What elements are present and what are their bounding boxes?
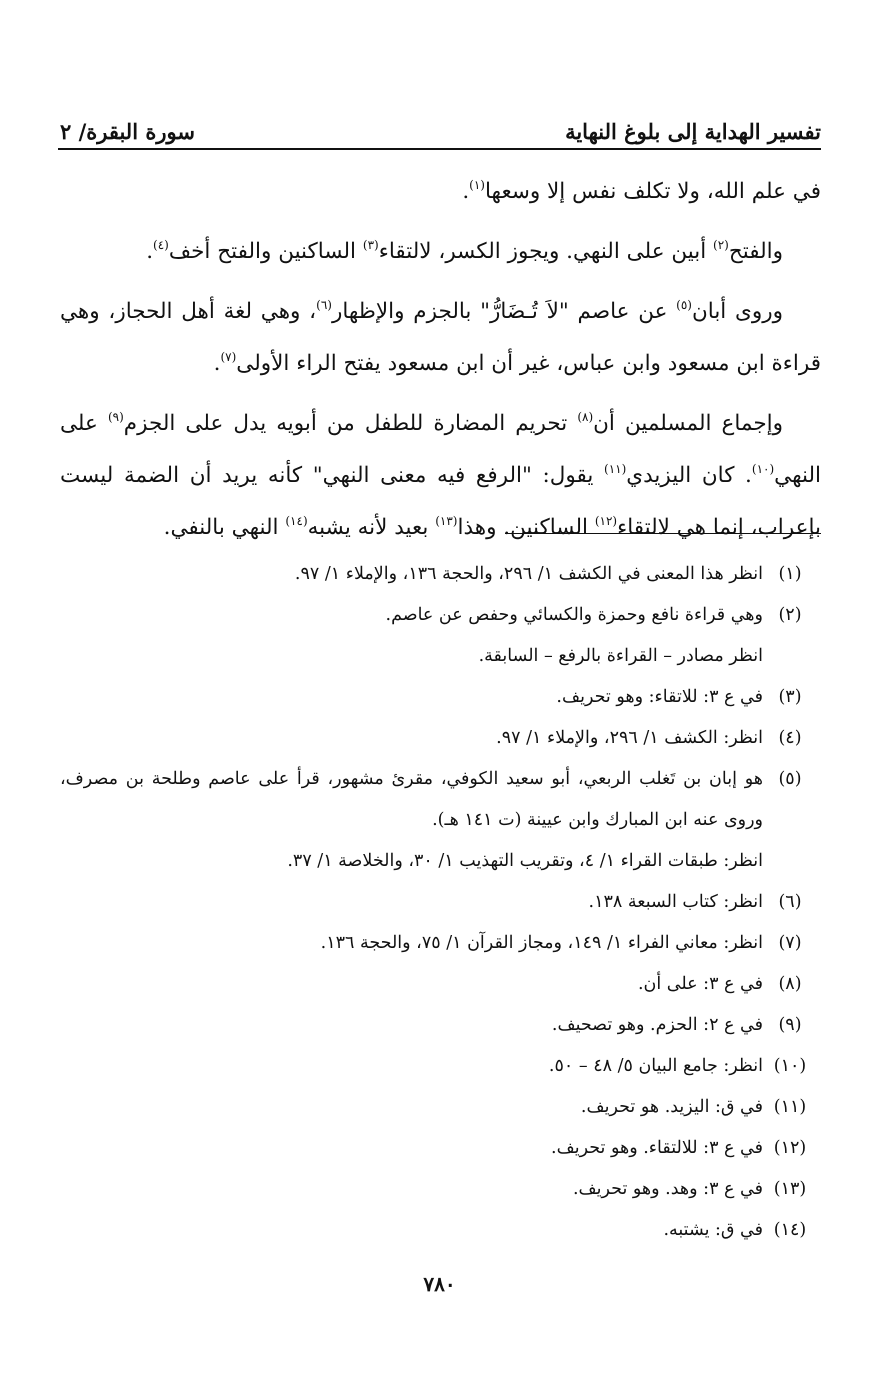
footnote-line: في ع ٣: على أن. bbox=[637, 974, 763, 994]
footnote-text bbox=[60, 1046, 763, 1087]
text-segment: والفتح bbox=[728, 239, 783, 264]
footnote-ref: (١) bbox=[469, 178, 485, 192]
paragraph-1 bbox=[60, 166, 821, 218]
footnote-line: انظر هذا المعنى في الكشف ١/ ٢٩٦، والحجة ١٣٦، والإملاء ١/ ٩٧. bbox=[294, 564, 763, 584]
footnote-number: (١) bbox=[778, 564, 802, 584]
footnote-number: (٧) bbox=[778, 933, 802, 953]
footnote-number: (٩) bbox=[778, 1015, 802, 1035]
footnote-item bbox=[60, 1087, 821, 1128]
paragraph-3 bbox=[60, 286, 821, 390]
footnote-text bbox=[60, 554, 763, 595]
footnote-item bbox=[60, 595, 821, 677]
text-segment: . كان اليزيدي bbox=[626, 463, 752, 488]
footnote-item bbox=[60, 554, 821, 595]
footnote-item bbox=[60, 964, 821, 1005]
footnote-number: (٦) bbox=[778, 892, 802, 912]
footnote-line: انظر: طبقات القراء ١/ ٤، وتقريب التهذيب ١/ ٣٠، والخلاصة ١/ ٣٧. bbox=[287, 851, 763, 871]
text-segment: النهي بالنفي. bbox=[163, 515, 286, 540]
footnote-item bbox=[60, 759, 821, 882]
text-segment: . bbox=[462, 179, 470, 204]
footnote-divider bbox=[505, 533, 821, 534]
footnote-item bbox=[60, 1046, 821, 1087]
text-segment: الساكنين. وهذا bbox=[457, 515, 595, 540]
text-segment: الساكنين والفتح أخف bbox=[168, 239, 363, 264]
footnote-line: في ق: اليزيد. هو تحريف. bbox=[580, 1097, 763, 1117]
text-segment: عن عاصم "لاَ تُـضَارُّ" بالجزم والإظهار bbox=[331, 299, 677, 324]
footnote-text bbox=[60, 964, 763, 1005]
text-segment: وروى أبان bbox=[691, 299, 783, 324]
footnote-number: (١٤) bbox=[773, 1220, 807, 1240]
footnote-number: (٥) bbox=[778, 769, 802, 789]
footnote-line: في ق: يشتبه. bbox=[663, 1220, 763, 1240]
footnote-line: انظر: كتاب السبعة ١٣٨. bbox=[588, 892, 763, 912]
footnote-item bbox=[60, 1005, 821, 1046]
footnote-item bbox=[60, 718, 821, 759]
footnote-text bbox=[60, 759, 763, 882]
footnote-line: في ع ٣: للاتقاء: وهو تحريف. bbox=[556, 687, 763, 707]
surah-label: سورة البقرة/ ٢ bbox=[60, 119, 195, 144]
footnote-item bbox=[60, 1169, 821, 1210]
footnote-number: (١٢) bbox=[773, 1138, 807, 1158]
text-segment: على النهي bbox=[60, 411, 821, 488]
footnote-number: (١١) bbox=[773, 1097, 807, 1117]
footnote-ref: (٤) bbox=[153, 238, 169, 252]
footnote-line: انظر: الكشف ١/ ٢٩٦، والإملاء ١/ ٩٧. bbox=[496, 728, 763, 748]
footnote-ref: (١٢) bbox=[594, 514, 618, 528]
footnote-number: (١٣) bbox=[773, 1179, 807, 1199]
footnote-text bbox=[60, 1210, 763, 1251]
text-segment: يقول: "الرفع فيه معنى النهي" كأنه يريد أن الضمة ليست بإعراب، إنما هي لالتقاء bbox=[60, 463, 821, 540]
footnote-number: (٣) bbox=[778, 687, 802, 707]
footnote-line: في ع ٣: وهد. وهو تحريف. bbox=[572, 1179, 763, 1199]
footnote-text bbox=[60, 1128, 763, 1169]
footnote-item bbox=[60, 677, 821, 718]
footnote-ref: (٩) bbox=[107, 410, 124, 424]
footnote-item bbox=[60, 882, 821, 923]
text-segment: . bbox=[146, 239, 154, 264]
footnote-text bbox=[60, 595, 763, 677]
footnote-line: في ع ٢: الحزم. وهو تصحيف. bbox=[551, 1015, 763, 1035]
footnote-ref: (٨) bbox=[577, 410, 594, 424]
footnote-line: وهي قراءة نافع وحمزة والكسائي وحفص عن عاصم. bbox=[385, 605, 763, 625]
footnote-text bbox=[60, 923, 763, 964]
running-header bbox=[60, 104, 821, 144]
paragraph-2 bbox=[60, 226, 821, 278]
text-segment: في علم الله، ولا تكلف نفس إلا وسعها bbox=[484, 179, 821, 204]
footnote-line: في ع ٣: للالتقاء. وهو تحريف. bbox=[551, 1138, 763, 1158]
footnote-line: هو إبان بن تَغلب الربعي، أبو سعيد الكوفي، مقرئ مشهور، قرأ على عاصم وطلحة بن مصرف، وروى عنه ابن المبارك وابن عيينة (ت ١٤١ هـ). bbox=[60, 769, 763, 830]
footnote-line: انظر: جامع البيان ٥/ ٤٨ – ٥٠. bbox=[548, 1056, 763, 1076]
page-number: ٧٨٠ bbox=[423, 1272, 456, 1296]
main-text bbox=[60, 166, 821, 562]
text-segment: وإجماع المسلمين أن bbox=[593, 411, 784, 436]
text-segment: ، وهي لغة أهل الحجاز، وهي قراءة ابن مسعود وابن عباس، غير أن ابن مسعود يفتح الراء الأولى bbox=[60, 299, 821, 376]
text-segment: بعيد لأنه يشبه bbox=[307, 515, 436, 540]
footnote-ref: (٢) bbox=[713, 238, 729, 252]
footnote-line: انظر: معاني الفراء ١/ ١٤٩، ومجاز القرآن ١/ ٧٥، والحجة ١٣٦. bbox=[320, 933, 763, 953]
header-rule bbox=[58, 148, 821, 150]
footnote-item bbox=[60, 923, 821, 964]
footnote-ref: (٧) bbox=[220, 350, 237, 364]
footnote-text bbox=[60, 1005, 763, 1046]
footnote-ref: (٥) bbox=[676, 298, 692, 312]
footnote-number: (٨) bbox=[778, 974, 802, 994]
footnote-text bbox=[60, 1087, 763, 1128]
paragraph-4 bbox=[60, 398, 821, 554]
footnote-number: (٢) bbox=[778, 605, 802, 625]
footnote-ref: (١١) bbox=[604, 462, 627, 476]
text-segment: أبين على النهي. ويجوز الكسر، لالتقاء bbox=[378, 239, 714, 264]
text-segment: . bbox=[213, 351, 221, 376]
footnote-ref: (١٠) bbox=[751, 462, 775, 476]
footnote-number: (٤) bbox=[778, 728, 802, 748]
footnotes-list bbox=[60, 554, 821, 1251]
footnote-ref: (١٤) bbox=[285, 514, 308, 528]
footnote-text bbox=[60, 882, 763, 923]
footnote-ref: (٣) bbox=[362, 238, 379, 252]
footnote-line: انظر مصادر – القراءة بالرفع – السابقة. bbox=[478, 646, 763, 666]
book-title: تفسير الهداية إلى بلوغ النهاية bbox=[565, 119, 821, 144]
footnote-item bbox=[60, 1210, 821, 1251]
footnote-number: (١٠) bbox=[773, 1056, 807, 1076]
footnote-text bbox=[60, 677, 763, 718]
footnote-item bbox=[60, 1128, 821, 1169]
footnote-text bbox=[60, 1169, 763, 1210]
footnote-text bbox=[60, 718, 763, 759]
footnote-ref: (٦) bbox=[316, 298, 332, 312]
text-segment: تحريم المضارة للطفل من أبويه يدل على الجزم bbox=[123, 411, 578, 436]
footnote-ref: (١٣) bbox=[435, 514, 458, 528]
